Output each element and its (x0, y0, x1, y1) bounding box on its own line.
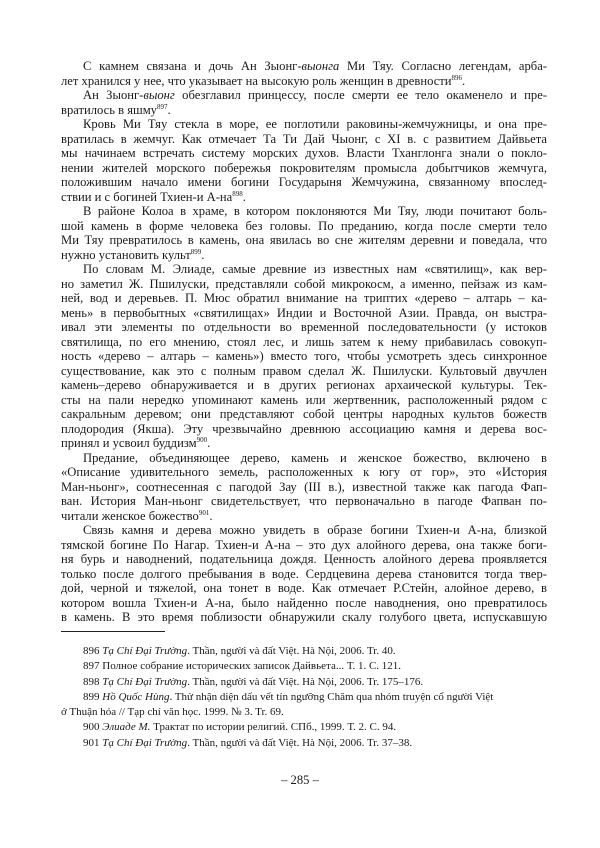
text: . Thần, người và đất Việt. Hà Nội, 2006. Tr. 175–176. (187, 675, 424, 688)
text: сты на пали нередко упоминают камень или жертвенник, расположенный рядом с (61, 392, 547, 407)
italic-text: Tạ Chí Đại Trường (102, 736, 188, 749)
text-line (61, 451, 547, 466)
text: ивал эти элементы по отдельности во временной последовательности (у истоков (61, 320, 547, 334)
text: Ман-ньонг», соотнесенная с пагодой Зау (III в.), известной также как пагода Фап- (61, 479, 547, 494)
text: шой камень в форме человека без головы. По преданию, когда после смерти тело (61, 218, 547, 233)
text: 896 (83, 645, 103, 657)
text: котором вошла Тхиен-и А-на, было найденно после наводнения, оно превратилось (61, 595, 547, 610)
text: Связь камня и дерева можно увидеть в образе богини Тхиен-и А-на, близкой (83, 523, 547, 537)
text: . Thần, người và đất Việt. Hà Nội, 2006. Tr. 37–38. (187, 736, 413, 749)
text: в камень. В это время поблизости обнаружили скалу голубого цвета, испускавшую (61, 610, 547, 624)
text-line (61, 567, 547, 582)
text-line (61, 204, 547, 219)
text: вратилось в яшму (61, 102, 157, 117)
text-line (61, 364, 547, 379)
text-line (61, 262, 547, 277)
text: плодородия (Якша). Эту чрезвычайно древнюю ассоциацию камня и дерева вос- (61, 421, 547, 436)
text-line (61, 190, 547, 205)
text: ность «дерево – алтарь – камень») вместо того, чтобы усмотреть здесь синхронное (61, 349, 547, 363)
text: читали женское божество (61, 508, 199, 523)
text: 901 (83, 736, 103, 749)
text: ван. История Ман-ньонг свидетельствует, что первоначально в пагоде Фапван по- (61, 494, 547, 508)
text-line (61, 291, 547, 306)
italic-text: Элиаде М. (102, 721, 151, 734)
text: сакральным деревом; они представляют собой центры народных культов божеств (61, 407, 547, 421)
text-line (61, 306, 547, 321)
text: . (209, 508, 213, 523)
text-line (61, 146, 547, 161)
text-line (61, 320, 547, 335)
footnote-ref: 898 (232, 189, 243, 198)
text: нужно установить культ (61, 247, 191, 262)
text: С камнем связана и дочь Ан Зыонг- (83, 59, 302, 73)
text: . Thử nhận diện dấu vết tín ngưỡng Chăm qua nhóm truyện cổ người Việt (169, 690, 494, 703)
text: мы начинаем встречать систему морских духов. Власти Тханглонга знали о покло- (61, 146, 547, 160)
text-line (61, 523, 547, 538)
text: Предание, объединяющее дерево, камень и женское божество, включено в (83, 450, 547, 465)
text: 900 (83, 721, 103, 734)
text: 898 (83, 675, 103, 688)
text: ствии и с богиней Тхиен-и А-на (61, 189, 233, 204)
text: вратилась в жемчуг. Как отмечает Та Ти Дай Чыонг, с XI в. с развитием Дайвьета (61, 131, 547, 146)
text-line (61, 480, 547, 495)
text-line (61, 407, 547, 422)
text: положившим начало имени богини Государыня Жемчужина, связанному впослед- (61, 175, 547, 189)
text-line (61, 88, 547, 103)
italic-text: Tạ Chí Đại Trường (102, 675, 188, 688)
text: существование, как это с полным правом сделал Ж. Пшилуски. Культовый двучлен (61, 363, 547, 378)
text: дой, черной и тяжелой, она тонет в воде. Как отмечает Р.Стейн, алойное дерево, в (61, 581, 547, 595)
italic-text: выонга (301, 59, 340, 73)
text-line (61, 74, 547, 89)
text-line (61, 581, 547, 596)
italic-text: выонг (143, 88, 175, 102)
text-line (61, 277, 547, 292)
text: только после долгого пребывания в воде. Сердцевина дерева становится тогда твер- (61, 566, 547, 581)
text-line (61, 538, 547, 553)
footnote (61, 705, 547, 720)
text-line (61, 494, 547, 509)
text: но заметил Ж. Пшилуски, представляли собой микрокосм, а именно, пейзаж из кам- (61, 276, 547, 291)
text-line (61, 219, 547, 234)
text-line (61, 161, 547, 176)
text: обезглавил принцессу, после смерти ее тело окаменело и пре- (174, 88, 547, 102)
text-line (61, 335, 547, 350)
page-number: – 285 – (281, 773, 319, 787)
text-line (61, 117, 547, 132)
text: Трактат по истории религий. СПб., 1999. Т. 2. С. 94. (150, 721, 397, 734)
text-line (61, 175, 547, 190)
text: . (201, 247, 205, 262)
footnotes (61, 644, 547, 751)
footnote-ref: 899 (190, 247, 202, 256)
text: Ми Тяу превратилось в камень, она явилась во сне жителям деревни и поведала, что (61, 233, 547, 247)
footnote-ref: 897 (156, 102, 168, 111)
text: . (167, 102, 171, 117)
text: камень–дерево обнаруживается и в других регионах архаической культуры. Тек- (61, 378, 547, 392)
text-line (61, 59, 547, 74)
text: ней, вод и деревьев. П. Мюс обратил внимание на триптих «дерево – алтарь – ка- (61, 291, 547, 305)
text-line (61, 378, 547, 393)
body-text (61, 59, 547, 625)
text-line (61, 349, 547, 364)
text-line (61, 422, 547, 437)
text: По словам М. Элиаде, самые древние из известных нам «святилищ», как вер- (83, 262, 547, 276)
text-line (61, 132, 547, 147)
text: В районе Колоа в храме, в котором поклоняются Ми Тяу, люди почитают боль- (83, 204, 547, 218)
text: принял и усвоил буддизм (61, 436, 197, 450)
text: Кровь Ми Тяу стекла в море, ее поглотили раковины-жемчужницы, и она пре- (83, 117, 547, 131)
text-line (61, 509, 547, 524)
text: святилища, по его мнению, стоял лес, и лишь затем к нему прибавилась совокуп- (61, 334, 547, 349)
footnote-ref: 896 (451, 73, 463, 82)
text: . (462, 73, 466, 88)
footnote-ref: 901 (198, 508, 210, 517)
italic-text: Hồ Quốc Hùng (102, 690, 170, 703)
footnote (61, 736, 547, 751)
footnote-separator (61, 631, 165, 632)
text: ở Thuận hóa // Tạp chí văn học. 1999. № 3. Tr. 69. (61, 706, 284, 719)
text-line (61, 103, 547, 118)
text-line (61, 552, 547, 567)
text-line (61, 436, 547, 451)
text-line (61, 610, 547, 625)
text: . Thần, người và đất Việt. Hà Nội, 2006. Tr. 40. (187, 645, 396, 657)
text-line (61, 233, 547, 248)
text: 897 Полное собрание исторических записок Дайвьета... Т. 1. С. 121. (83, 660, 402, 673)
text-line (61, 248, 547, 263)
text: лет хранился у нее, что указывает на высокую роль женщин в древности (61, 73, 452, 88)
footnote (61, 644, 547, 659)
text-line (61, 393, 547, 408)
footnote (61, 690, 547, 705)
text: тямской богине По Нагар. Тхиен-и А-на – это дух алойного дерева, она также боги- (61, 537, 547, 552)
text: нении жителей морского побережья покровителям промысла добытчиков жемчуга, (61, 160, 547, 175)
text: . (242, 189, 246, 204)
text: . (207, 436, 211, 450)
text-line (61, 596, 547, 611)
footnote-ref: 900 (196, 436, 208, 444)
footnote (61, 675, 547, 690)
text: ня бурь и наводнений, подательница дождя. Ценность алойного дерева проявляется (61, 552, 547, 566)
text: 899 (83, 690, 103, 703)
italic-text: Tạ Chí Đại Trường (102, 645, 188, 657)
text: Ан Зыонг- (83, 88, 144, 102)
text-line (61, 465, 547, 480)
footnote (61, 659, 547, 674)
text: «Описание удивительного земель, расположенных к югу от гор», это «История (61, 465, 547, 479)
text: мень» в первобытных «святилищах» Индии и Восточной Азии. Правда, он выстра- (61, 305, 547, 320)
footnote (61, 720, 547, 735)
text: Ми Тяу. Согласно легендам, арба- (339, 59, 547, 73)
